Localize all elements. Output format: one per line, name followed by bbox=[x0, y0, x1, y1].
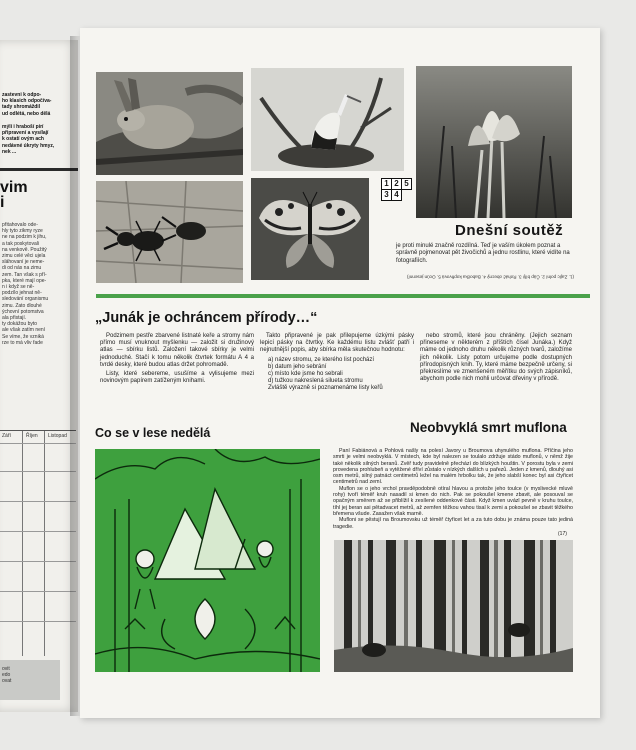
table-header: Listopad bbox=[48, 433, 67, 439]
paragraph: Mufloni se pěstují na Broumovsku už téměř čtyřicet let a za tuto dobu je známa pouze tato jediná tragedie. bbox=[333, 517, 573, 530]
photo-number-key bbox=[381, 178, 411, 202]
left-line: sláhovaní je neme- bbox=[2, 259, 45, 266]
list-item: c) místo kde jsme ho sebrali bbox=[268, 371, 343, 378]
left-line: sledování organismu bbox=[2, 296, 49, 303]
number-cell: 3 bbox=[381, 189, 392, 201]
number-cell: 4 bbox=[391, 189, 402, 201]
left-line: ne na podzim k jihu, bbox=[2, 234, 47, 241]
left-page bbox=[0, 40, 78, 712]
left-line: n i když se ně- bbox=[2, 284, 35, 291]
list-item: d) tužkou nakreslená silueta stromu bbox=[268, 378, 363, 385]
left-line: di od nás na zimu bbox=[2, 265, 42, 272]
paragraph: nebo stromů, které jsou chráněny. (Jejich seznam přineseme v některém z příštích čísel Junáka.) Když máme od jednoho druhu několik různých tvarů, založíme jich několik. Listy potom určujeme podle dostupných přírodopisných knih. Ty, které máme bezpečně určeny, si překreslíme ve zmenšeném měřítku do svých zápisníků, abychom podle nich mohli určovat dřeviny v přírodě. bbox=[420, 333, 572, 383]
left-line: připravení a vysílají bbox=[2, 130, 49, 137]
left-line: edo bbox=[2, 672, 11, 679]
left-line: zimu celé věci ujela bbox=[2, 253, 46, 260]
left-line: k ostatí ovým ach bbox=[2, 136, 44, 143]
left-line: ovat bbox=[2, 678, 12, 685]
left-line: ýchovní potomstva bbox=[2, 308, 44, 315]
contest-text: je proti minulé značně rozdílná. Teď je vaším úkolem poznat a správně pojmenovat pět živočichů a jednu rostlinu, které vidíte na fotografiích. bbox=[396, 243, 570, 264]
left-heading-line: vim bbox=[0, 179, 28, 196]
left-line: a tak poskytovali bbox=[2, 240, 39, 247]
contest-title: Dnešní soutěž bbox=[455, 222, 564, 239]
left-line: ho klasich odpočíva- bbox=[2, 98, 52, 105]
left-body-text bbox=[2, 222, 72, 346]
paragraph: Paní Fabiánová a Pohlová našly na polesí Javory u Broumova uhynulého muflona. Příčina jeho smrti je velmi neobvyklá. V místech, kde byl nalezen se toulalo zdržuje stádo muflonů, v němž žije také několik silných beranů. Zvěř tudy pravidelně přechází do blízkých houštin. V porostu byla v zemi provedena prohlubeň a vytěžené dříví zůstalo v nízkých dalších u pařezů. Jeden z kmenů, dlouhý asi osm metrů, silný patnáct centimetrů ležel na malém hrbolku tak, že jeho slabší konec byl asi čtyřicet centimetrů nad zemí. bbox=[333, 448, 573, 486]
left-line: podzílo jehnat ně- bbox=[2, 290, 42, 297]
paragraph: Podzimem pestře zbarvené listnaté keře a stromy nám přímo musí vnuknout myšlenku — založit si družinový atlas — sbírku listů. Založení takové sbírky je velmi jednoduché. Stačí k tomu několik čtvrtek formátu A 4 a tvrdé desky, které budou atlas držet pohromadě. bbox=[100, 333, 254, 368]
left-line: ovit bbox=[2, 666, 10, 672]
mufflon-title: Neobvyklá smrt muflona bbox=[410, 420, 567, 435]
left-line: ale však zatím není bbox=[2, 327, 46, 334]
left-line: rze to má vliv řade bbox=[2, 339, 43, 346]
left-heading bbox=[0, 180, 70, 210]
paragraph: Muflon se o jeho vrchol pravděpodobně otíral hlavou a protože jeho toulce (v myslivecké mluvě rohy) tvoří téměř kruh nasadil si kmen do nich. Pak se pokoušel kmene zbavit, ale posouval se opačným směrem až se přiblížil k zesílené oddenkové části. Když kmen uvázl pevně v kruhu toulce, tíhl jej beran asi pětadvacet metrů, až zemřen těžkou vahou tisal k zemi a pokoušel se zbavit těžkého břemena všude. Zasažen však marně. bbox=[333, 485, 573, 517]
left-divider bbox=[0, 168, 78, 171]
number-cell: 1 bbox=[381, 178, 392, 190]
left-heading-line: i bbox=[0, 194, 5, 211]
left-line: pka, které mají ope- bbox=[2, 277, 47, 284]
left-line: přitahovalo ode- bbox=[2, 222, 38, 228]
list-item: b) datum jeho sebrání bbox=[268, 363, 327, 370]
paragraph: Zvláště výrazně si poznamenáme listy keřů bbox=[268, 385, 383, 392]
left-line: ty dokážou byto bbox=[2, 321, 38, 328]
paragraph: Listy, které sebereme, usušíme a vylisujeme mezi novinovým papírem zatíženým knihami. bbox=[100, 371, 254, 385]
left-para-text bbox=[2, 124, 72, 155]
left-intro-text bbox=[2, 92, 72, 117]
paragraph: Takto připravené je pak přilepujeme úzkými pásky lepicí pásky na čtvrtky. Ke každému listu zvlášť patří i nejnutnější popis, aby sbírka měla skutečnou hodnotu: bbox=[260, 333, 414, 354]
mufflon-text bbox=[333, 448, 573, 530]
article-column-2 bbox=[260, 333, 414, 393]
left-line: zimu. Zato dlouhé bbox=[2, 302, 42, 309]
forest-section-title: Co se v lese nedělá bbox=[95, 426, 211, 440]
main-page bbox=[80, 28, 600, 718]
photo-beetle bbox=[96, 181, 243, 283]
photo-forest bbox=[334, 540, 573, 672]
left-line: zem. Tan však s pří- bbox=[2, 271, 47, 278]
photo-stork bbox=[251, 68, 404, 171]
left-line: na venkově. Použitý bbox=[2, 246, 47, 253]
left-line: tady shromáždil bbox=[2, 104, 41, 111]
article-column-3 bbox=[420, 333, 572, 385]
left-line: zastevni k odpo- bbox=[2, 92, 42, 98]
table-header: Září bbox=[2, 433, 11, 439]
number-cell: 2 bbox=[391, 178, 402, 190]
left-line: ud odlétá, nebo dělá bbox=[2, 110, 51, 117]
photo-butterfly bbox=[251, 178, 369, 280]
forest-illustration bbox=[95, 449, 320, 672]
photo-hare bbox=[96, 72, 243, 175]
green-divider bbox=[96, 294, 590, 298]
left-line: nek ... bbox=[2, 148, 17, 155]
left-line: nedávné úkryty hmyz, bbox=[2, 142, 55, 149]
list-item: a) název stromu, ze kterého list pochází bbox=[268, 356, 375, 363]
table-header: Říjen bbox=[26, 433, 38, 439]
left-line: ala přistají. bbox=[2, 315, 27, 322]
page-number: (17) bbox=[558, 531, 567, 537]
contest-answers: (1. Zajíc polní 2. Čáp bílý 3. Roháč obecný 4. Babočka kopřivová 5. Ocún jesenní) bbox=[407, 274, 574, 280]
number-cell: 5 bbox=[401, 178, 412, 190]
article-headline: „Junák je ochráncem přírody…“ bbox=[95, 310, 318, 326]
left-line: mýlí i hraboší pírí bbox=[2, 124, 44, 130]
article-column-1 bbox=[100, 333, 254, 387]
left-grey-box bbox=[0, 660, 60, 700]
photo-crocus bbox=[416, 66, 572, 218]
left-line: Se víme, že vzniká bbox=[2, 333, 44, 340]
left-line: hly tyto zikmy ryze bbox=[2, 228, 43, 235]
left-table bbox=[0, 430, 76, 656]
